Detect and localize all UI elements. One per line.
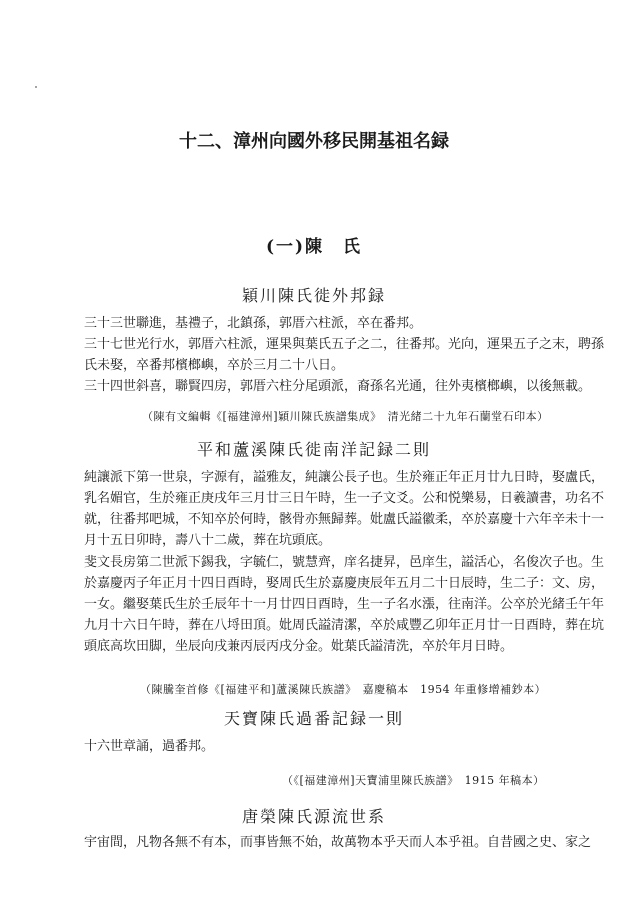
paragraph-line: 三十四世斜喜，聯賢四房，郭厝六柱分尾頭派，裔孫名光通，往外夷檳榔嶼，以後無載。: [84, 379, 592, 394]
subtitle-tangrong: 唐榮陳氏源流世系: [241, 807, 386, 826]
paragraph-line: 三十七世光行水，郭厝六柱派，運果與葉氏五子之二，往番邦。光向，運果五子之末，聘孫氏未娶，卒番邦檳榔嶼，卒於三月二十八日。: [84, 337, 605, 373]
paragraph: 純讓派下第一世泉，字源有，謚雅友，純讓公長子也。生於雍正年正月廿九日時，娶盧氏，乳名媚官，生於雍正庚戌年三月廿三日午時，生一子文爻。公和悦樂易，日羲讀書，功名不就，往番邦吧城，不知卒於何時，骸骨亦無歸葬。妣盧氏謚徽柔，卒於嘉慶十六年辛未十一月十五日卯時，壽八十二歲，葬在坑頭底。: [84, 470, 605, 548]
paragraph: 斐文長房第二世派下錫我，字毓仁，號慧齊，庠名捷昇，邑庠生，謚活心，名俊次子也。生於嘉慶丙子年正月十四日酉時，娶周氏生於嘉慶庚辰年五月二十日辰時，生二子：文、房，一女。繼娶葉氏生於壬辰年十一月廿四日酉時，生一子名水漲，往南洋。公卒於光緒壬午年九月十六日午時，葬在八埒田頂。妣周氏謚清潔，卒於咸豐乙卯年正月廿一日酉時，葬在坑頭底高坎田脚，坐辰向戌兼丙辰丙戌分金。妣葉氏謚清洗，卒於年月日時。: [84, 555, 605, 654]
source-citation: （陳有文編輯《[福建漳州]穎川陳氏族譜集成》 清光緒二十九年石蘭堂石印本）: [142, 410, 549, 423]
subtitle-pinghe-luxi: 平和蘆溪陳氏徙南洋記録二則: [196, 440, 431, 459]
paragraph-line: 三十三世聯進，基禮子，北鎮孫，郭厝六柱派，卒在番邦。: [84, 316, 423, 331]
source-citation: （《[福建漳州]天寶浦里陳氏族譜》 1915 年稿本）: [282, 774, 545, 787]
scan-speck: [35, 86, 37, 88]
paragraph-line: 宇宙間，凡物各無不有本，而事皆無不始，故萬物本乎天而人本乎祖。自昔國之史、家之: [84, 835, 592, 850]
section-title: (一)陳 氏: [265, 237, 363, 257]
paragraph-line: 十六世章誦，過番邦。: [84, 739, 215, 754]
subtitle-yingchuan: 穎川陳氏徙外邦録: [241, 286, 386, 305]
subtitle-tianbao: 天寶陳氏過番記録一則: [223, 709, 404, 728]
chapter-title: 十二、漳州向國外移民開基祖名録: [179, 131, 449, 152]
source-citation: （陳騰奎首修《[福建平和]蘆溪陳氏族譜》 嘉慶稿本 1954 年重修增補鈔本）: [140, 683, 547, 696]
